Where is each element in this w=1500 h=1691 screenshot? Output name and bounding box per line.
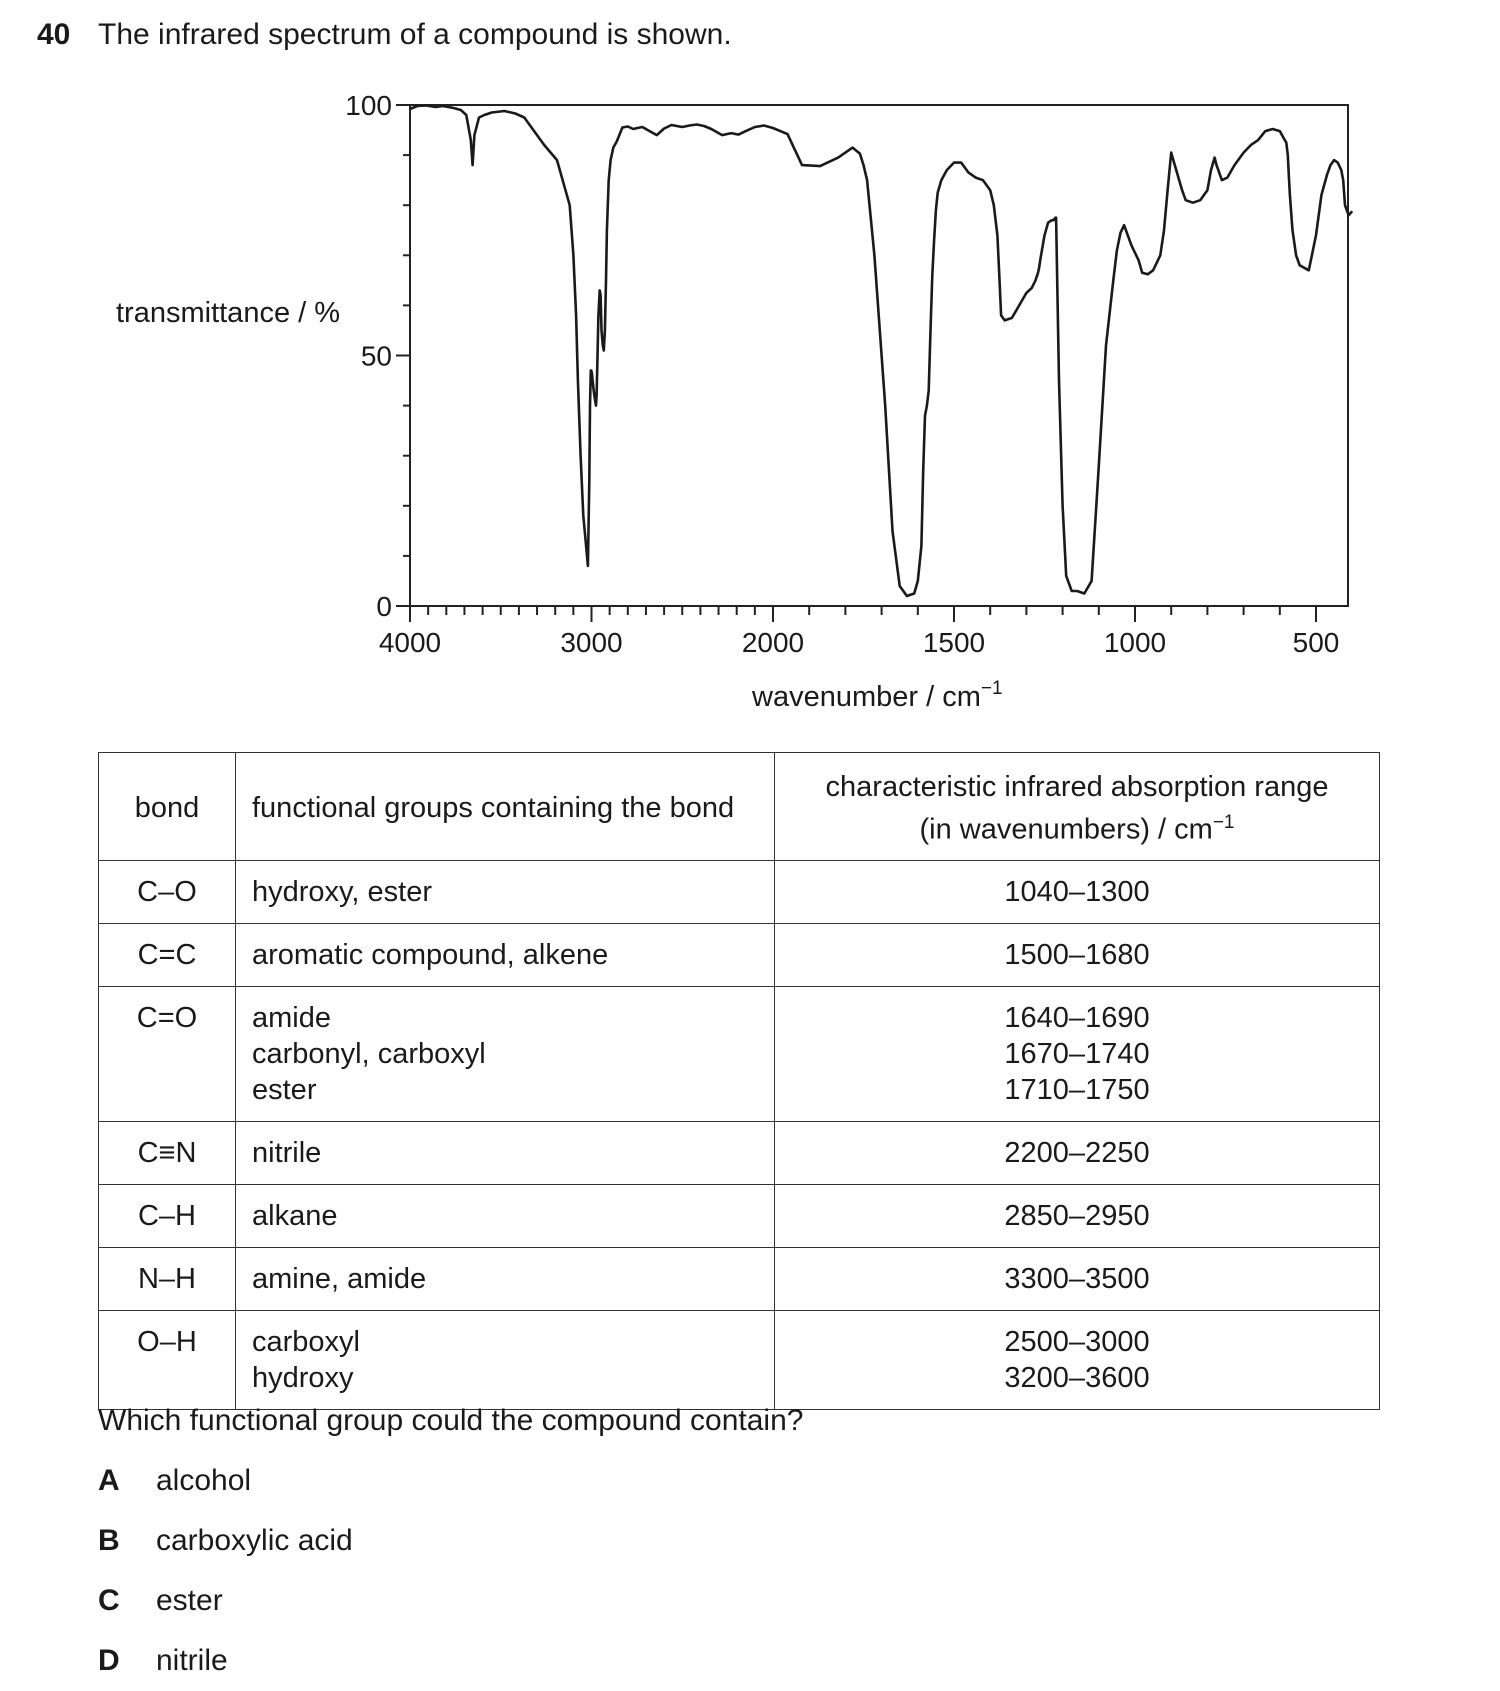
x-tick-label: 2000 bbox=[741, 627, 805, 658]
option-b[interactable] bbox=[98, 1524, 353, 1558]
bond-cell: C=O bbox=[99, 986, 236, 1121]
option-a-text: alcohol bbox=[156, 1464, 252, 1497]
groups-cell: amine, amide bbox=[236, 1247, 775, 1310]
range-cell: 2500–3000 3200–3600 bbox=[775, 1310, 1380, 1409]
header-bond: bond bbox=[99, 753, 236, 861]
table-row bbox=[99, 1247, 1380, 1310]
option-a-letter: A bbox=[98, 1464, 120, 1497]
range-cell: 1640–1690 1670–1740 1710–1750 bbox=[775, 986, 1380, 1121]
header-range-sup: −1 bbox=[1212, 812, 1235, 833]
y-tick-label: 0 bbox=[376, 591, 392, 622]
question-intro: The infrared spectrum of a compound is shown. bbox=[98, 18, 732, 51]
option-a[interactable] bbox=[98, 1464, 251, 1498]
table-row bbox=[99, 860, 1380, 923]
option-d-text: nitrile bbox=[156, 1644, 228, 1677]
plot-frame bbox=[410, 105, 1348, 606]
header-absorption-range bbox=[775, 753, 1380, 861]
bond-cell: N–H bbox=[99, 1247, 236, 1310]
table-body bbox=[99, 860, 1380, 1409]
option-c-letter: C bbox=[98, 1584, 120, 1617]
y-tick-label: 100 bbox=[345, 90, 392, 121]
groups-cell: aromatic compound, alkene bbox=[236, 923, 775, 986]
x-tick-label: 1500 bbox=[922, 627, 986, 658]
header-functional-groups: functional groups containing the bond bbox=[236, 753, 775, 861]
groups-cell: nitrile bbox=[236, 1121, 775, 1184]
groups-cell: hydroxy, ester bbox=[236, 860, 775, 923]
table-row bbox=[99, 986, 1380, 1121]
bond-cell: C–H bbox=[99, 1184, 236, 1247]
header-range-line2: (in wavenumbers) / cm bbox=[919, 813, 1213, 846]
x-axis-label: wavenumber / $cm^{-1}$ bbox=[752, 678, 1003, 713]
header-range-line1: characteristic infrared absorption range bbox=[825, 771, 1329, 803]
x-tick-label: 500 bbox=[1292, 627, 1340, 658]
option-c[interactable] bbox=[98, 1584, 223, 1618]
option-d-letter: D bbox=[98, 1644, 120, 1677]
y-tick-label: 50 bbox=[360, 340, 392, 372]
question-prompt: Which functional group could the compound contain? bbox=[98, 1404, 804, 1437]
bond-cell: C–O bbox=[99, 860, 236, 923]
range-cell: 2200–2250 bbox=[775, 1121, 1380, 1184]
range-cell: 1040–1300 bbox=[775, 860, 1380, 923]
range-cell: 2850–2950 bbox=[775, 1184, 1380, 1247]
table-row bbox=[99, 1310, 1380, 1409]
ir-absorption-table bbox=[98, 752, 1380, 1410]
table-row bbox=[99, 923, 1380, 986]
bond-cell: C≡N bbox=[99, 1121, 236, 1184]
spectrum-line bbox=[410, 106, 1352, 597]
groups-cell: amide carbonyl, carboxyl ester bbox=[236, 986, 775, 1121]
table-row bbox=[99, 1184, 1380, 1247]
y-axis-label: transmittance / % bbox=[116, 297, 341, 329]
option-c-text: ester bbox=[156, 1584, 223, 1617]
question-number: 40 bbox=[37, 18, 71, 51]
range-cell: 3300–3500 bbox=[775, 1247, 1380, 1310]
option-d[interactable] bbox=[98, 1644, 228, 1678]
x-tick-label: 4000 bbox=[378, 627, 442, 658]
groups-cell: carboxyl hydroxy bbox=[236, 1310, 775, 1409]
groups-cell: alkane bbox=[236, 1184, 775, 1247]
bond-cell: C=C bbox=[99, 923, 236, 986]
ir-spectrum-chart bbox=[0, 0, 1500, 730]
bond-cell: O–H bbox=[99, 1310, 236, 1409]
range-cell: 1500–1680 bbox=[775, 923, 1380, 986]
table-row bbox=[99, 1121, 1380, 1184]
option-b-letter: B bbox=[98, 1524, 120, 1557]
x-tick-label: 3000 bbox=[560, 627, 623, 658]
table-header-row bbox=[99, 753, 1380, 861]
x-tick-label: 1000 bbox=[1103, 627, 1167, 658]
option-b-text: carboxylic acid bbox=[156, 1524, 353, 1557]
